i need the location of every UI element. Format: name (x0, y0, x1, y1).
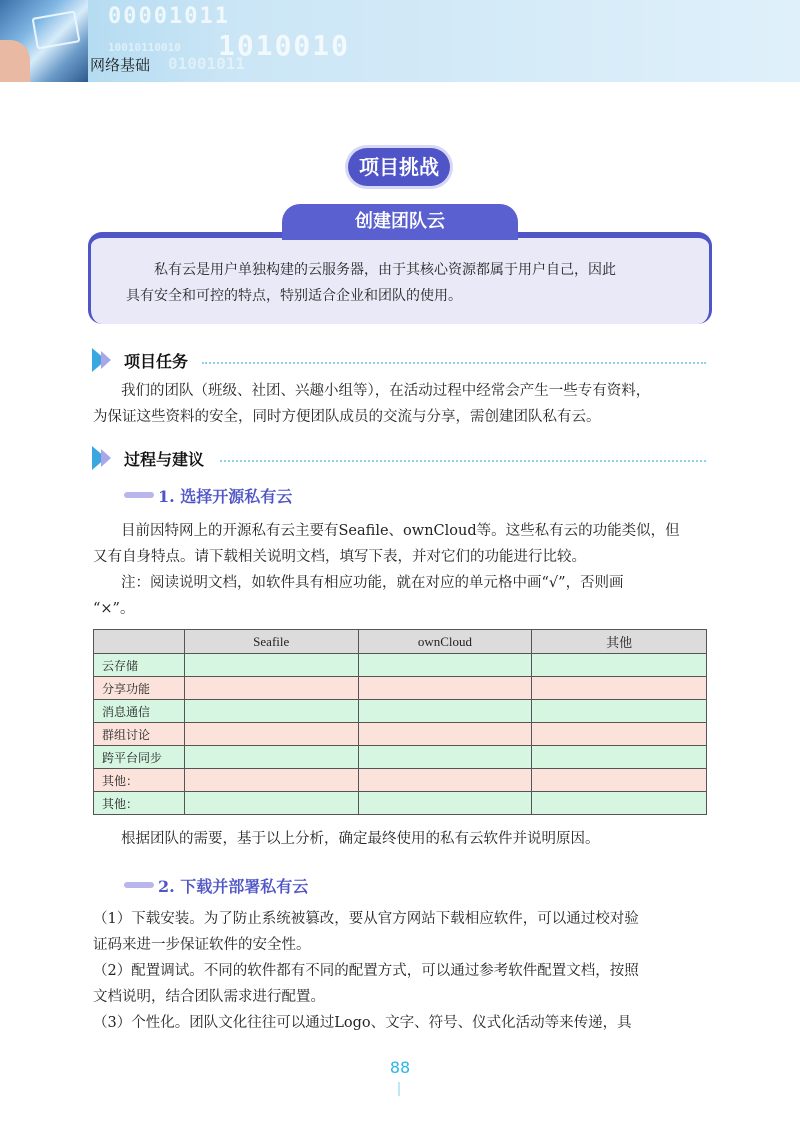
team-cloud-title: 创建团队云 (282, 204, 518, 240)
dotted-divider (220, 460, 706, 462)
binary-text: 10010110010 (108, 41, 181, 54)
text-line: 根据团队的需要，基于以上分析，确定最终使用的私有云软件并说明原因。 (121, 831, 600, 847)
table-row (94, 677, 707, 700)
page-header (0, 0, 800, 82)
table-header-cell (94, 630, 185, 654)
table-header-cell: Seafile (184, 630, 358, 654)
table-cell[interactable] (358, 700, 532, 723)
step2-paragraph (93, 906, 707, 1036)
row-label: 云存储 (94, 654, 185, 677)
row-label: 消息通信 (94, 700, 185, 723)
row-label: 分享功能 (94, 677, 185, 700)
table-cell[interactable] (184, 654, 358, 677)
text-line: 具有安全和可控的特点，特别适合企业和团队的使用。 (126, 288, 462, 304)
table-cell[interactable] (184, 677, 358, 700)
table-cell[interactable] (184, 700, 358, 723)
section-label: 项目任务 (124, 352, 189, 371)
table-cell[interactable] (358, 746, 532, 769)
binary-text: 00001011 (108, 4, 230, 29)
table-row (94, 746, 707, 769)
challenge-badge: 项目挑战 (348, 148, 450, 186)
table-cell[interactable] (532, 792, 707, 815)
table-row (94, 792, 707, 815)
binary-text: 01001011 (168, 54, 246, 73)
page-number-tick (398, 1082, 400, 1096)
table-cell[interactable] (358, 654, 532, 677)
table-header-row (94, 630, 707, 654)
text-line: “×”。 (93, 601, 135, 617)
header-title: 网络基础 (90, 56, 151, 74)
hand-graphic (0, 40, 30, 82)
table-header-cell: 其他 (532, 630, 707, 654)
table-cell[interactable] (532, 677, 707, 700)
table-cell[interactable] (358, 769, 532, 792)
bar-icon (124, 882, 154, 888)
team-cloud-description (126, 257, 686, 309)
text-line: 文档说明，结合团队需求进行配置。 (93, 989, 325, 1005)
text-line: （3）个性化。团队文化往往可以通过Logo、文字、符号、仪式化活动等来传递，具 (93, 1015, 632, 1031)
after-table-paragraph (93, 826, 707, 852)
text-line: 注：阅读说明文档，如软件具有相应功能，就在对应的单元格中画“√”，否则画 (121, 575, 624, 591)
text-line: 为保证这些资料的安全，同时方便团队成员的交流与分享，需创建团队私有云。 (93, 409, 601, 425)
table-row (94, 723, 707, 746)
table-row (94, 700, 707, 723)
task-paragraph (93, 378, 707, 430)
comparison-table (93, 629, 707, 815)
table-cell[interactable] (184, 723, 358, 746)
table-row (94, 654, 707, 677)
section-label: 过程与建议 (124, 450, 205, 469)
device-graphic (32, 10, 81, 49)
row-label: 群组讨论 (94, 723, 185, 746)
table-cell[interactable] (532, 700, 707, 723)
bar-icon (124, 492, 154, 498)
binary-text: 1010010 (218, 29, 351, 62)
table-cell[interactable] (358, 723, 532, 746)
table-cell[interactable] (358, 792, 532, 815)
section-heading-task (92, 348, 706, 372)
table-cell[interactable] (184, 746, 358, 769)
row-label: 跨平台同步 (94, 746, 185, 769)
section-heading-process (92, 446, 706, 470)
text-line: （2）配置调试。不同的软件都有不同的配置方式，可以通过参考软件配置文档，按照 (93, 963, 639, 979)
text-line: （1）下载安装。为了防止系统被篡改，要从官方网站下载相应软件，可以通过校对验 (93, 911, 639, 927)
arrow-icon (101, 449, 111, 467)
dotted-divider (202, 362, 706, 364)
header-photo (0, 0, 88, 82)
table-cell[interactable] (184, 792, 358, 815)
table-cell[interactable] (532, 746, 707, 769)
text-line: 目前因特网上的开源私有云主要有Seafile、ownCloud等。这些私有云的功能类似，但 (121, 523, 680, 539)
table-cell[interactable] (532, 769, 707, 792)
table-cell[interactable] (532, 723, 707, 746)
text-line: 私有云是用户单独构建的云服务器，由于其核心资源都属于用户自己，因此 (154, 262, 616, 278)
row-label: 其他： (94, 792, 185, 815)
table-cell[interactable] (184, 769, 358, 792)
row-label: 其他： (94, 769, 185, 792)
table-row (94, 769, 707, 792)
step-label: 1. 选择开源私有云 (158, 487, 293, 506)
table-cell[interactable] (358, 677, 532, 700)
text-line: 我们的团队（班级、社团、兴趣小组等），在活动过程中经常会产生一些专有资料， (121, 383, 651, 399)
text-line: 证码来进一步保证软件的安全性。 (93, 937, 311, 953)
arrow-icon (101, 351, 111, 369)
step-label: 2. 下载并部署私有云 (158, 877, 309, 896)
page-number: 88 (389, 1058, 411, 1077)
step1-paragraph (93, 518, 707, 622)
text-line: 又有自身特点。请下载相关说明文档，填写下表，并对它们的功能进行比较。 (93, 549, 586, 565)
table-cell[interactable] (532, 654, 707, 677)
table-header-cell: ownCloud (358, 630, 532, 654)
